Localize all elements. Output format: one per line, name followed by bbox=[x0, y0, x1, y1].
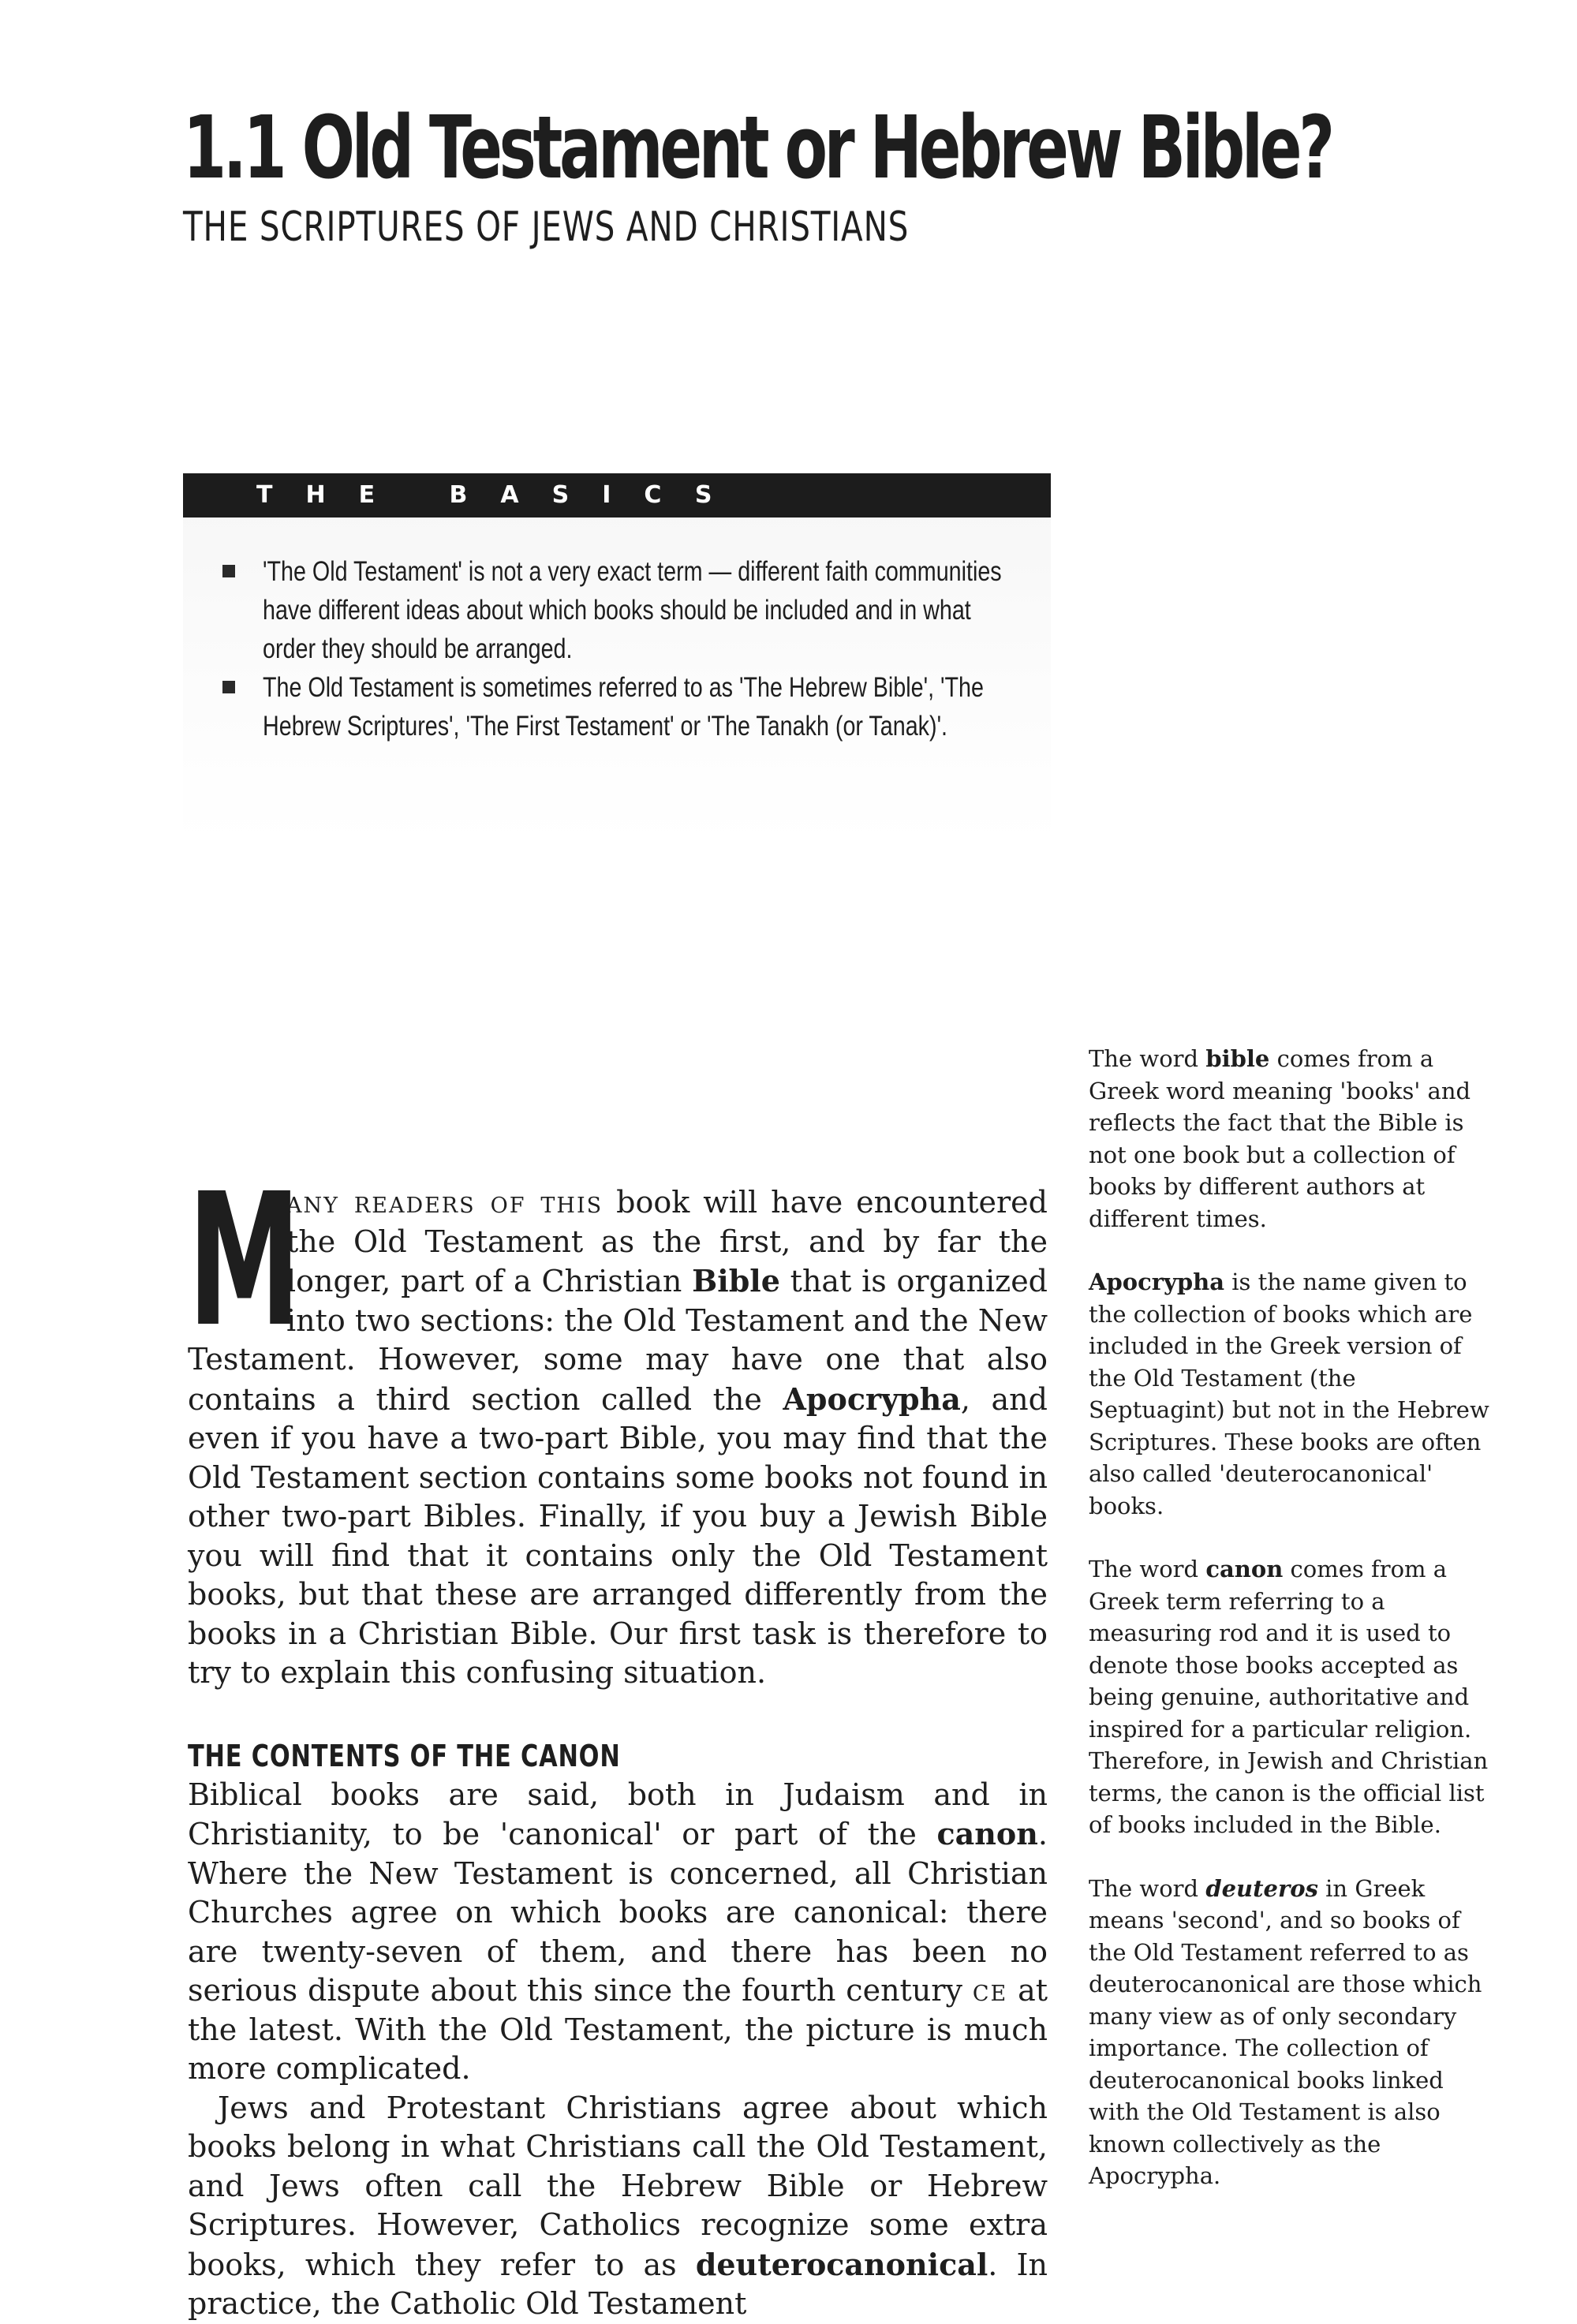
margin-note-deuteros bbox=[1089, 1873, 1499, 2192]
list-item bbox=[222, 552, 1011, 668]
main-text bbox=[188, 1154, 1048, 2324]
term-apocrypha: Apocrypha bbox=[783, 1381, 961, 1417]
paragraph-deuterocanonical bbox=[188, 2089, 1048, 2324]
text-run: book will have encountered the Old Testament as the first, and by far the longer, part of a Christian bbox=[286, 1185, 1048, 1298]
text-run: . In practice, the Catholic Old Testament bbox=[188, 2247, 1048, 2321]
basics-box bbox=[183, 473, 1051, 844]
term-deuterocanonical: deuterocanonical bbox=[695, 2246, 988, 2282]
basics-heading: THE BASICS bbox=[183, 473, 1051, 517]
square-bullet-icon bbox=[222, 681, 235, 693]
margin-note-bible bbox=[1089, 1043, 1499, 1235]
basics-list bbox=[222, 552, 1011, 745]
text-run: comes from a Greek word meaning 'books' and reflects the fact that the Bible is not one book but a collection of books by different authors at different times. bbox=[1089, 1045, 1471, 1232]
text-run: in Greek means 'second', and so books of the Old Testament referred to as deuterocanonical are those which many view as of only secondary importance. The collection of deuterocanonical books linked with the Old Testament is also known collectively as the Apocrypha. bbox=[1089, 1874, 1482, 2189]
text-run: that is organized into two sections: the Old Testament and the New Testament. However, some may have one that also contains a third section called the bbox=[188, 1264, 1048, 1417]
page-title: 1.1 Old Testament or Hebrew Bible? bbox=[183, 97, 1332, 198]
text-run: is the name given to the collection of books which are included in the Greek version of the Old Testament (the Septuagint) but not in the Hebrew Scriptures. These books are often also called 'deuterocanonical' books. bbox=[1089, 1268, 1489, 1519]
page-subtitle: THE SCRIPTURES OF JEWS AND CHRISTIANS bbox=[183, 204, 910, 251]
text-run: Biblical books are said, both in Judaism and in Christianity, to be 'canonical' or part of the bbox=[188, 1777, 1048, 1851]
margin-note-apocrypha bbox=[1089, 1266, 1499, 1522]
list-item bbox=[222, 668, 1011, 745]
drop-cap: M bbox=[188, 1154, 301, 1367]
text-run: comes from a Greek term referring to a measuring rod and it is used to denote those books accepted as being genuine, authoritative and inspired for a particular religion. Therefore, in Jewish and Christian terms, the canon is the official list of books included in the Bible. bbox=[1089, 1556, 1489, 1838]
text-run: The word bbox=[1089, 1045, 1206, 1072]
era-abbreviation: ce bbox=[972, 1973, 1008, 2008]
text-run: The word bbox=[1089, 1556, 1206, 1582]
text-run: Jews and Protestant Christians agree about which books belong in what Christians call the Old Testament, and Jews often call the Hebrew Bible or Hebrew Scriptures. However, Catholics recognize some extra books, which they refer to as bbox=[188, 2090, 1048, 2282]
intro-smallcaps: any readers of this bbox=[286, 1185, 604, 1220]
margin-notes bbox=[1089, 1043, 1499, 2224]
term-bible: Bible bbox=[692, 1263, 780, 1298]
text-run: The word bbox=[1089, 1874, 1206, 1902]
section-heading: THE CONTENTS OF THE CANON bbox=[188, 1738, 621, 1773]
paragraph-canon bbox=[188, 1776, 1048, 2089]
text-run: at the latest. With the Old Testament, the picture is much more complicated. bbox=[188, 1973, 1048, 2086]
text-run: . Where the New Testament is concerned, all Christian Churches agree on which books are canonical: there are twenty-seven of them, and there has been no serious dispute about this since the fourth century bbox=[188, 1817, 1048, 2008]
note-term: canon bbox=[1205, 1556, 1284, 1582]
note-term: Apocrypha bbox=[1089, 1268, 1225, 1295]
note-term: bible bbox=[1205, 1045, 1270, 1072]
square-bullet-icon bbox=[222, 565, 235, 577]
basics-item-text: 'The Old Testament' is not a very exact term — different faith communities have different ideas about which books should be included and in what order they should be arranged. bbox=[263, 556, 1002, 664]
note-term: deuteros bbox=[1205, 1874, 1318, 1902]
text-run: , and even if you have a two-part Bible, you may find that the Old Testament section contains some books not found in other two-part Bibles. Finally, if you buy a Jewish Bible you will find that it contains only the Old Testament books, but that these are arranged differently from the books in a Christian Bible. Our first task is therefore to try to explain this confusing situation. bbox=[188, 1381, 1048, 1690]
term-canon: canon bbox=[936, 1816, 1038, 1851]
basics-item-text: The Old Testament is sometimes referred to as 'The Hebrew Bible', 'The Hebrew Scriptures', 'The First Testament' or 'The Tanakh (or Tanak)'. bbox=[263, 672, 984, 742]
paragraph-intro bbox=[188, 1154, 1048, 1693]
margin-note-canon bbox=[1089, 1553, 1499, 1841]
